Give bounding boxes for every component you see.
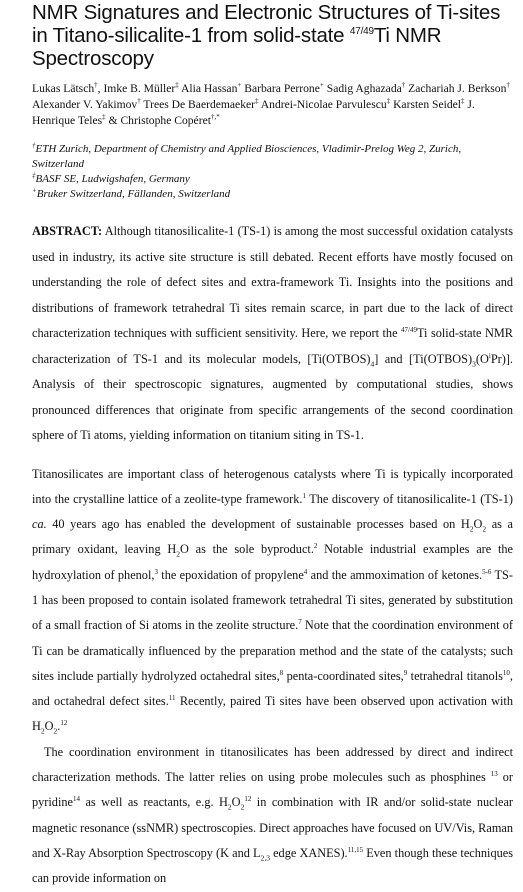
abstract-text: ] and [Ti(OTBOS) — [374, 351, 473, 366]
affiliation-item — [32, 172, 513, 187]
subscript: 2 — [176, 549, 180, 559]
subscript: 3 — [472, 358, 476, 368]
author-name: Lukas Lätsch — [32, 82, 95, 95]
subscript: 2 — [240, 802, 245, 812]
body-text: ca. — [32, 517, 47, 532]
reference-number: 11,15 — [347, 845, 364, 854]
affiliation-text: Bruker Switzerland, Fällanden, Switzerland — [36, 188, 231, 200]
reference-number: 5-6 — [482, 567, 492, 576]
author-name: J. Henrique Teles — [32, 98, 475, 127]
reference-number: 7 — [298, 618, 302, 627]
author-name: Sadig Aghazada — [326, 82, 402, 95]
reference-number: 11 — [168, 694, 176, 703]
author-name: Barbara Perrone — [244, 82, 320, 95]
affiliation-mark: + — [32, 186, 37, 195]
subscript: 2 — [227, 802, 232, 812]
body-text: in combination with IR and/or solid-state nuclear magnetic resonance (ssNMR) spectroscopies. Direct approaches have focused on UV/Vis, Raman and X-Ray Absorption Spectroscopy (K and L — [32, 795, 513, 860]
author-mark: + — [319, 81, 324, 90]
subscript: 2 — [469, 524, 474, 534]
affiliation-text: BASF SE, Ludwigshafen, Germany — [35, 173, 190, 185]
body-text: O — [231, 795, 241, 810]
author-name: Andrei-Nicolae Parvulescu — [260, 98, 387, 111]
reference-number: 3 — [154, 567, 158, 576]
body-text: Note that the coordination environment of Ti can be dramatically influenced by the preparation method and the state of the catalysts; such sites include partially hydrolyzed octahedral sites, — [32, 618, 513, 683]
affiliation-mark: ‡ — [32, 171, 36, 180]
body-text: Notable industrial examples are the hydroxylation of phenol, — [32, 542, 514, 582]
body-text: the epoxidation of propylene — [157, 567, 304, 582]
body-text: The discovery of titanosilicalite-1 (TS-1) — [305, 491, 513, 506]
abstract-text: Ti solid-state NMR characterization of TS-1 and its molecular models, [Ti(OTBOS) — [32, 326, 513, 366]
body-text: as well as reactants, e.g. H — [79, 795, 228, 810]
body-text: O — [44, 719, 54, 734]
body-text: The coordination environment in titanosilicates has been addressed by direct and indirect characterization methods. The latter relies on using probe molecules such as phosphines — [32, 744, 513, 785]
reference-number: 8 — [279, 668, 284, 677]
body-text: as a primary oxidant, leaving H — [32, 517, 513, 557]
body-text: Titanosilicates are important class of heterogenous catalysts where Ti is typically incorporated into the crystalline lattice of a zeolite-type framework. — [32, 466, 513, 506]
author-name: Alia Hassan — [181, 82, 238, 95]
body-paragraph-2 — [32, 740, 513, 892]
author-mark: † — [137, 97, 141, 106]
abstract-text: Although titanosilicalite-1 (TS-1) is among the most successful oxidation catalysts used in industry, its active site structure is still debated. Recent efforts have mostly focused on understanding the role of defect sites and extra-framework Ti. Insights into the positions and distributions of framework tetrahedral Ti sites remain scarce, in part due to the lack of direct characterization techniques with sufficient sensitivity. Here, we report the — [32, 224, 513, 340]
author-mark: ‡ — [255, 97, 259, 106]
paper-title — [32, 1, 513, 70]
superscript: i — [488, 351, 491, 360]
body-text: Recently, paired Ti sites have been observed upon activation with H — [32, 694, 514, 734]
subscript: 2 — [40, 726, 45, 736]
author-mark: ‡ — [175, 81, 179, 90]
abstract-heading: ABSTRACT: — [32, 224, 103, 238]
reference-number: 13 — [490, 769, 498, 778]
affiliation-list — [32, 142, 513, 202]
subscript: 2 — [53, 726, 58, 736]
author-mark: † — [94, 81, 98, 90]
body-text: O as the sole byproduct. — [179, 542, 314, 557]
title-part2: Ti NMR Spectroscopy — [32, 24, 442, 70]
author-list: Lukas Lätsch†, Imke B. Müller‡ Alia Hassan+ Barbara Perrone+ Sadig Aghazada† Zachariah J. Berkson† Alexander V. Yakimov† Trees De Baerdemaeker‡ Andrei-Nicolae Parvulescu‡ Karsten Seidel‡ J. Henrique Teles‡ & Christophe Copéret†,* — [32, 81, 510, 127]
author-mark: ‡ — [386, 97, 391, 106]
body-text: , and octahedral defect sites. — [32, 668, 513, 709]
body-text: and the ammoximation of ketones. — [307, 567, 483, 582]
body-text: 40 years ago has enabled the development of sustainable processes based on H — [46, 517, 470, 532]
subscript: 2,3 — [260, 853, 270, 863]
author-mark: ‡ — [102, 113, 106, 122]
abstract — [32, 219, 513, 449]
author-mark: † — [401, 81, 406, 90]
body-text: edge XANES). — [269, 845, 348, 860]
reference-number: 2 — [313, 542, 318, 551]
affiliation-item — [32, 142, 513, 172]
body-text: or pyridine — [32, 770, 513, 810]
affiliation-mark: † — [32, 141, 36, 150]
author-mark: ‡ — [461, 97, 465, 106]
isotope-label: 47/49 — [401, 325, 417, 334]
reference-number: 4 — [303, 567, 308, 576]
author-name: Trees De Baerdemaeker — [143, 98, 256, 111]
body-text: penta-coordinated sites, — [283, 668, 404, 683]
affiliation-item — [32, 187, 513, 202]
title-part1: NMR Signatures and Electronic Structures of Ti-sites in Titano-silicalite-1 from solid-state — [32, 1, 501, 47]
body-paragraph-1 — [32, 462, 513, 740]
body-text: O — [473, 517, 483, 532]
subscript: 4 — [370, 358, 375, 368]
reference-number: 12 — [60, 719, 68, 728]
affiliation-text: ETH Zurich, Department of Chemistry and Applied Biosciences, Vladimir-Prelog Weg 2, Zurich, Switzerland — [32, 143, 462, 170]
author-name: Alexander V. Yakimov — [32, 98, 138, 111]
reference-number: 14 — [72, 795, 80, 804]
reference-number: 1 — [302, 491, 306, 500]
author-mark: †,* — [210, 113, 220, 122]
body-text: tetrahedral titanols — [407, 668, 503, 683]
reference-number: 12 — [244, 795, 252, 804]
author-name: Imke B. Müller — [103, 82, 176, 95]
abstract-text: Pr)]. Analysis of their spectroscopic signatures, augmented by computational studies, shows pronounced differences that originate from specific arrangements of the second coordination sphere of Ti atoms, yielding information on titanium siting in TS-1. — [32, 351, 514, 442]
reference-number: 10 — [502, 668, 510, 677]
subscript: 2 — [482, 524, 487, 534]
author-name: Karsten Seidel — [393, 98, 461, 111]
body-text: TS-1 has been proposed to contain isolated framework tetrahedral Ti sites, generated by substitution of a small fraction of Si atoms in the zeolite structure. — [32, 567, 513, 633]
title-isotope: 47/49 — [349, 26, 374, 38]
author-name: Zachariah J. Berkson — [408, 82, 507, 95]
abstract-text: (O — [475, 351, 489, 366]
author-mark: + — [237, 81, 242, 90]
author-mark: † — [506, 81, 510, 90]
reference-number: 9 — [403, 668, 408, 677]
body-text: . — [57, 719, 61, 734]
body-text: Even though these techniques can provide information on — [32, 845, 513, 886]
author-name: Christophe Copéret — [120, 114, 211, 127]
